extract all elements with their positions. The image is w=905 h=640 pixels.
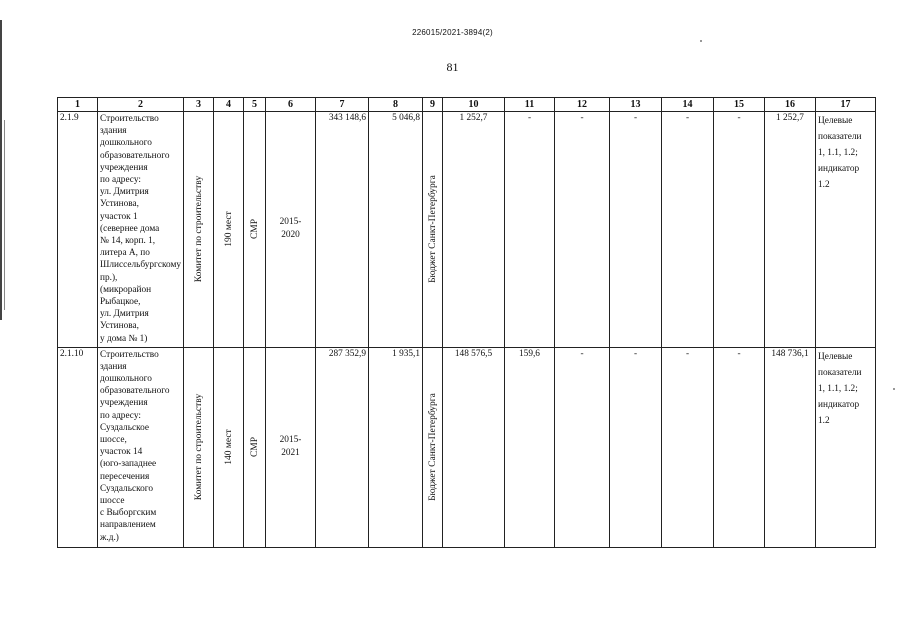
work-type-cell bbox=[244, 347, 266, 547]
text-line: учреждения bbox=[100, 398, 148, 409]
scan-speck bbox=[700, 40, 702, 42]
work-type-text: СМР bbox=[249, 437, 260, 458]
text-line: шоссе, bbox=[100, 434, 127, 445]
text-line: у дома № 1) bbox=[100, 333, 148, 344]
object-name bbox=[98, 112, 184, 348]
text-line: Рыбацкое, bbox=[100, 297, 141, 308]
text-line: индикатор bbox=[818, 164, 860, 174]
col-header: 12 bbox=[555, 98, 610, 112]
value-cell: 159,6 bbox=[505, 347, 555, 547]
text-line: № 14, корп. 1, bbox=[100, 236, 156, 247]
col-header: 3 bbox=[184, 98, 214, 112]
customer-cell bbox=[184, 347, 214, 547]
col-header: 9 bbox=[423, 98, 443, 112]
text-line: (микрорайон bbox=[100, 284, 152, 295]
value-cell: 148 736,1 bbox=[765, 347, 816, 547]
value-cell: - bbox=[505, 112, 555, 348]
col-header: 1 bbox=[58, 98, 98, 112]
text-line: направлением bbox=[100, 520, 156, 531]
col-header: 7 bbox=[316, 98, 369, 112]
text-line: индикатор bbox=[818, 399, 860, 410]
text-line: (юго-западнее bbox=[100, 459, 157, 470]
item-number: 2.1.9 bbox=[58, 112, 98, 348]
text-line: здания bbox=[100, 126, 127, 137]
text-line: Шлиссельбургскому bbox=[100, 260, 182, 271]
text-line: Устинова, bbox=[100, 199, 139, 210]
col-header: 6 bbox=[266, 98, 316, 112]
text-line: 2021 bbox=[281, 448, 300, 459]
text-line: Устинова, bbox=[100, 321, 139, 332]
document-id: 226015/2021-3894(2) bbox=[412, 28, 493, 37]
value-cell: - bbox=[714, 112, 765, 348]
value-cell: - bbox=[714, 347, 765, 547]
text-line: пересечения bbox=[100, 471, 150, 482]
value-cell: 1 252,7 bbox=[765, 112, 816, 348]
years-cell bbox=[266, 112, 316, 348]
object-name bbox=[98, 347, 184, 547]
text-line: ул. Дмитрия bbox=[100, 187, 149, 198]
value-cell: - bbox=[555, 112, 610, 348]
text-line: 1.2 bbox=[818, 415, 830, 426]
years-cell bbox=[266, 347, 316, 547]
text-line: 2015- bbox=[279, 217, 302, 228]
text-line: Строительство bbox=[100, 114, 159, 124]
note-cell bbox=[816, 112, 876, 348]
text-line: дошкольного bbox=[100, 373, 152, 384]
col-header: 10 bbox=[443, 98, 505, 112]
customer-text: Комитет по строительству bbox=[193, 394, 204, 501]
col-header: 16 bbox=[765, 98, 816, 112]
text-line: Строительство bbox=[100, 349, 159, 360]
work-type-cell bbox=[244, 112, 266, 348]
text-line: Целевые bbox=[818, 116, 853, 126]
text-line: участок 14 bbox=[100, 447, 143, 458]
text-line: Суздальское bbox=[100, 422, 149, 433]
text-line: участок 1 bbox=[100, 211, 138, 222]
text-line: с Выборгским bbox=[100, 508, 157, 519]
text-line: по адресу: bbox=[100, 410, 141, 421]
value-cell: - bbox=[610, 347, 662, 547]
value-cell: 5 046,8 bbox=[369, 112, 423, 348]
text-line: ж.д.) bbox=[100, 532, 119, 543]
note-cell bbox=[816, 347, 876, 547]
text-line: показатели bbox=[818, 132, 862, 142]
customer-cell bbox=[184, 112, 214, 348]
text-line: дошкольного bbox=[100, 138, 152, 149]
value-cell: 148 576,5 bbox=[443, 347, 505, 547]
source-text: Бюджет Санкт-Петербурга bbox=[427, 393, 438, 502]
item-number: 2.1.10 bbox=[58, 347, 98, 547]
text-line: 1, 1.1, 1.2; bbox=[818, 148, 858, 158]
value-cell: 1 252,7 bbox=[443, 112, 505, 348]
source-cell bbox=[423, 112, 443, 348]
table-row bbox=[58, 112, 876, 348]
col-header: 15 bbox=[714, 98, 765, 112]
col-header: 11 bbox=[505, 98, 555, 112]
capacity-text: 140 мест bbox=[223, 429, 234, 465]
text-line: (севернее дома bbox=[100, 223, 160, 234]
header-row bbox=[58, 98, 876, 112]
value-cell: - bbox=[662, 347, 714, 547]
table-row bbox=[58, 347, 876, 547]
text-line: 2015- bbox=[279, 435, 302, 446]
col-header: 5 bbox=[244, 98, 266, 112]
scan-edge-line bbox=[4, 120, 5, 310]
col-header: 4 bbox=[214, 98, 244, 112]
text-line: Целевые bbox=[818, 351, 853, 362]
work-type-text: СМР bbox=[249, 219, 260, 240]
value-cell: - bbox=[662, 112, 714, 348]
value-cell: - bbox=[555, 347, 610, 547]
col-header: 8 bbox=[369, 98, 423, 112]
source-cell bbox=[423, 347, 443, 547]
text-line: шоссе bbox=[100, 495, 125, 506]
text-line: здания bbox=[100, 361, 127, 372]
col-header: 13 bbox=[610, 98, 662, 112]
text-line: образовательного bbox=[100, 150, 170, 161]
customer-text: Комитет по строительству bbox=[193, 176, 204, 283]
value-cell: - bbox=[610, 112, 662, 348]
col-header: 2 bbox=[98, 98, 184, 112]
text-line: пр.), bbox=[100, 272, 118, 283]
text-line: ул. Дмитрия bbox=[100, 309, 149, 320]
text-line: показатели bbox=[818, 367, 862, 378]
program-table bbox=[57, 97, 876, 548]
text-line: 2020 bbox=[281, 230, 300, 241]
source-text: Бюджет Санкт-Петербурга bbox=[427, 175, 438, 284]
text-line: образовательного bbox=[100, 386, 170, 397]
text-line: по адресу: bbox=[100, 175, 141, 186]
capacity-cell bbox=[214, 112, 244, 348]
value-cell: 343 148,6 bbox=[316, 112, 369, 348]
text-line: учреждения bbox=[100, 162, 148, 173]
text-line: Суздальского bbox=[100, 483, 153, 494]
capacity-cell bbox=[214, 347, 244, 547]
col-header: 17 bbox=[816, 98, 876, 112]
value-cell: 1 935,1 bbox=[369, 347, 423, 547]
col-header: 14 bbox=[662, 98, 714, 112]
capacity-text: 190 мест bbox=[223, 211, 234, 247]
text-line: литера А, по bbox=[100, 248, 150, 259]
value-cell: 287 352,9 bbox=[316, 347, 369, 547]
text-line: 1, 1.1, 1.2; bbox=[818, 383, 858, 394]
text-line: 1.2 bbox=[818, 180, 830, 190]
page-number: 81 bbox=[446, 60, 459, 74]
scan-speck bbox=[893, 388, 895, 390]
